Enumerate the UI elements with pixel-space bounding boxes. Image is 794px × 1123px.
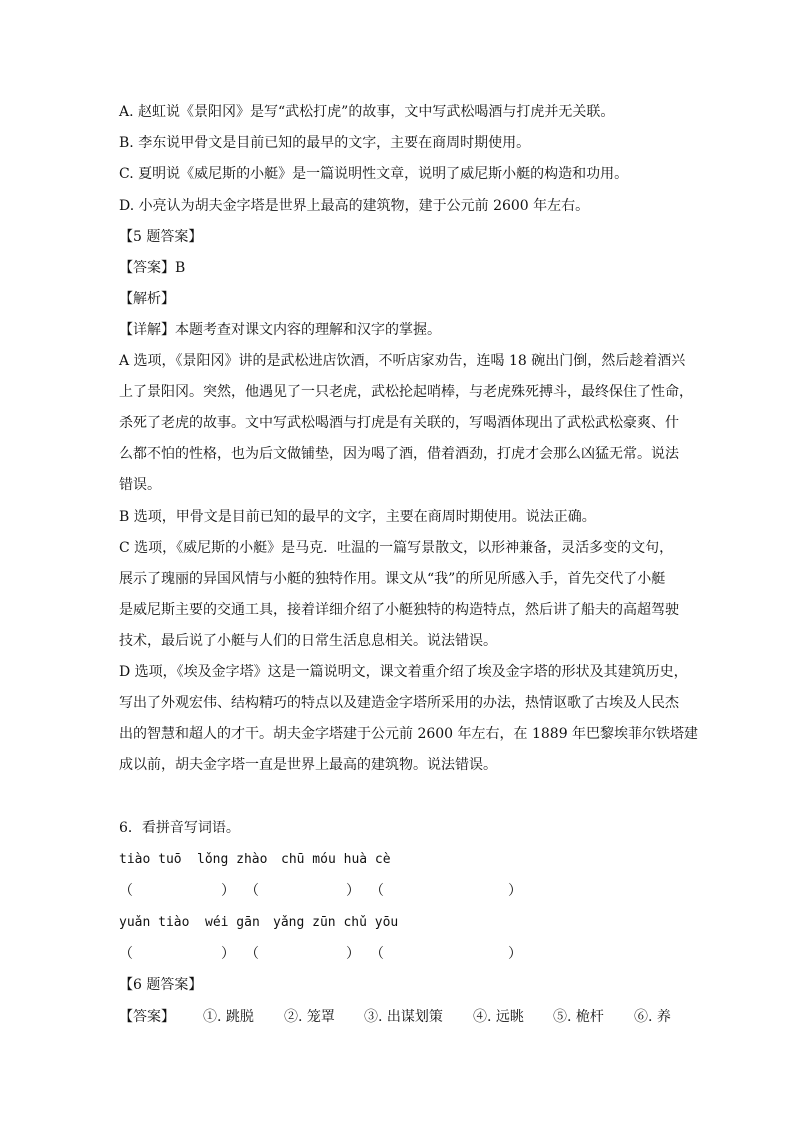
paren-close: ） xyxy=(221,883,235,899)
q6-title: 6．看拼音写词语。 xyxy=(119,820,240,836)
q5-d-line: 出的智慧和超人的才干。胡夫金字塔建于公元前 2600 年左右，在 1889 年巴黎埃菲尔铁塔建 xyxy=(119,726,699,742)
answer-item: ⑤. 桅杆 xyxy=(553,1009,604,1025)
answer-item: ②. 笼罩 xyxy=(284,1009,335,1025)
q5-detail: 【详解】本题考查对课文内容的理解和汉字的掌握。 xyxy=(119,322,441,338)
q5-c-line: C 选项，《威尼斯的小艇》是马克．吐温的一篇写景散文，以形神兼备，灵活多变的文句， xyxy=(119,540,674,556)
q5-a-line: 错误。 xyxy=(119,477,161,493)
pinyin-item: yuǎn tiào xyxy=(119,915,190,930)
paren-open: （ xyxy=(119,946,133,962)
pinyin-item: lǒng zhào xyxy=(197,852,268,867)
answer-item: ④. 远眺 xyxy=(473,1009,524,1025)
paren-open: （ xyxy=(245,946,259,962)
option-b: B. 李东说甲骨文是目前已知的最早的文字，主要在商周时期使用。 xyxy=(119,135,531,151)
pinyin-item: chū móu huà cè xyxy=(281,852,391,867)
q5-answer: 【答案】B xyxy=(119,260,186,276)
paren-open: （ xyxy=(119,883,133,899)
q5-d-line: 写出了外观宏伟、结构精巧的特点以及建造金字塔所采用的办法，热情讴歌了古埃及人民杰 xyxy=(119,695,679,711)
q5-c-line: 是威尼斯主要的交通工具，接着详细介绍了小艇独特的构造特点，然后讲了船夫的高超驾驶 xyxy=(119,602,679,618)
q5-a-line: 么都不怕的性格，也为后文做铺垫，因为喝了酒，借着酒劲，打虎才会那么凶猛无常。说法 xyxy=(119,446,679,462)
option-d: D. 小亮认为胡夫金字塔是世界上最高的建筑物，建于公元前 2600 年左右。 xyxy=(119,198,590,214)
paren-open: （ xyxy=(245,883,259,899)
answer-item: ①. 跳脱 xyxy=(203,1009,254,1025)
answer-item: ⑥. 养 xyxy=(634,1009,671,1025)
q5-b-line: B 选项，甲骨文是目前已知的最早的文字，主要在商周时期使用。说法正确。 xyxy=(119,509,596,525)
q5-answer-heading: 【5 题答案】 xyxy=(119,229,203,245)
q5-analysis-label: 【解析】 xyxy=(119,291,175,307)
q5-d-line: 成以前，胡夫金字塔一直是世界上最高的建筑物。说法错误。 xyxy=(119,757,497,773)
q5-d-line: D 选项，《埃及金字塔》这是一篇说明文，课文着重介绍了埃及金字塔的形状及其建筑历史， xyxy=(119,664,688,680)
paren-close: ） xyxy=(508,883,522,899)
q5-c-line: 技术，最后说了小艇与人们的日常生活息息相关。说法错误。 xyxy=(119,633,497,649)
q5-a-line: 上了景阳冈。突然，他遇见了一只老虎，武松抡起哨棒，与老虎殊死搏斗，最终保住了性命， xyxy=(119,384,693,400)
pinyin-item: wéi gān xyxy=(205,915,260,930)
option-c: C. 夏明说《威尼斯的小艇》是一篇说明性文章，说明了威尼斯小艇的构造和功用。 xyxy=(119,166,629,182)
q6-answer-heading: 【6 题答案】 xyxy=(119,977,203,993)
q5-c-line: 展示了瑰丽的异国风情与小艇的独特作用。课文从“我”的所见所感入手，首先交代了小艇 xyxy=(119,571,666,587)
paren-close: ） xyxy=(346,883,360,899)
q5-a-line: 杀死了老虎的故事。文中写武松喝酒与打虎是有关联的，写喝酒体现出了武松武松豪爽、什 xyxy=(119,415,679,431)
paren-open: （ xyxy=(370,946,384,962)
answer-label: 【答案】 xyxy=(119,1009,175,1025)
pinyin-item: yǎng zūn chǔ yōu xyxy=(273,915,399,930)
answer-item: ③. 出谋划策 xyxy=(364,1009,443,1025)
option-a: A. 赵虹说《景阳冈》是写“武松打虎”的故事，文中写武松喝酒与打虎并无关联。 xyxy=(119,104,615,120)
paren-close: ） xyxy=(346,946,360,962)
paren-close: ） xyxy=(508,946,522,962)
pinyin-item: tiào tuō xyxy=(119,852,182,867)
paren-close: ） xyxy=(221,946,235,962)
q5-a-line: A 选项，《景阳冈》讲的是武松进店饮酒，不听店家劝告，连喝 18 碗出门倒，然后趁着酒兴 xyxy=(119,353,686,369)
paren-open: （ xyxy=(370,883,384,899)
